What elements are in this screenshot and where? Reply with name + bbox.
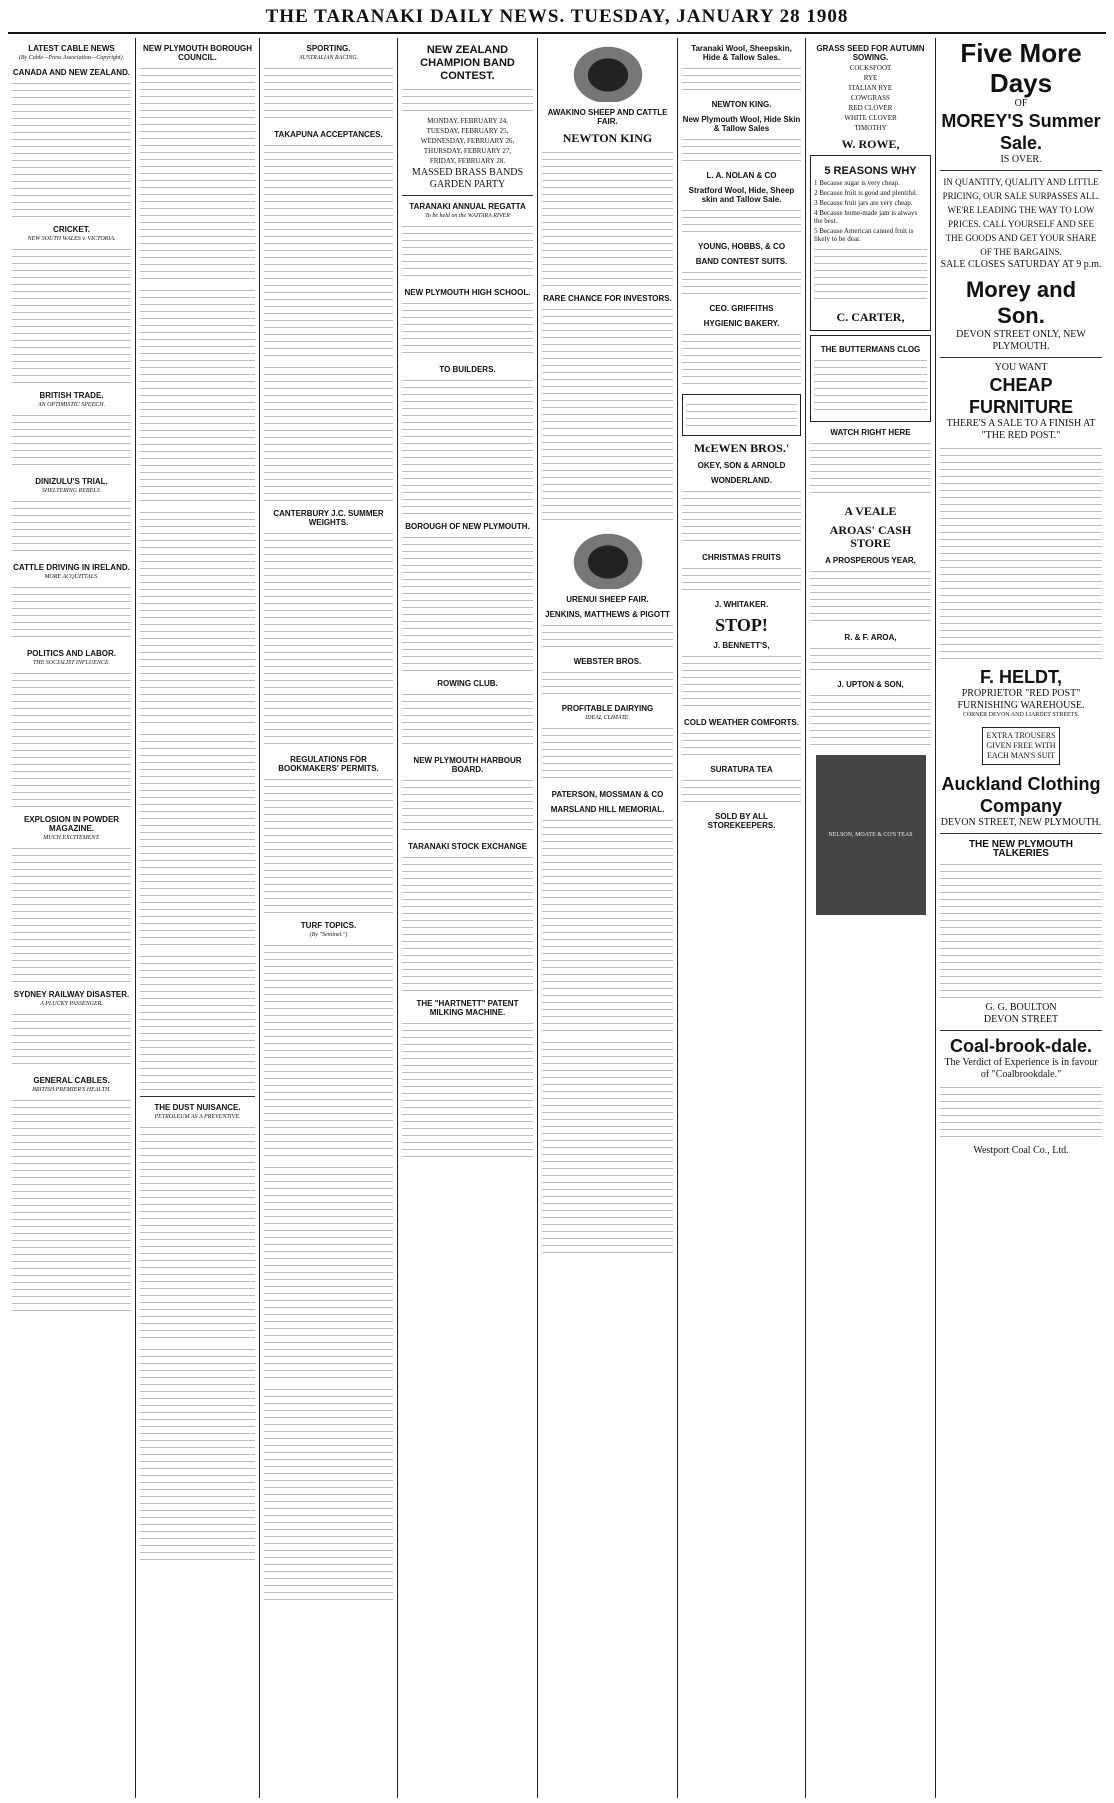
paterson-heading: PATERSON, MOSSMAN & CO — [551, 790, 664, 799]
turf-topics-heading: TURF TOPICS. — [300, 921, 357, 930]
investors-heading: RARE CHANCE FOR INVESTORS. — [543, 294, 672, 303]
article-text — [264, 363, 393, 503]
column-7 — [806, 38, 936, 1798]
stratford-wool-heading: Stratford Wool, Hide, Sheep skin and Tallow Sale. — [688, 186, 795, 204]
politics-heading: POLITICS AND LABOR. — [26, 649, 117, 658]
bookmakers-heading: REGULATIONS FOR BOOKMAKERS' PERMITS. — [278, 755, 379, 773]
moreys-summer-sale: MOREY'S Summer Sale. — [941, 111, 1101, 153]
article-text — [264, 1385, 393, 1605]
wool-sales-heading: Taranaki Wool, Sheepskin, Hide & Tallow Sales. — [691, 44, 792, 62]
divider — [402, 195, 533, 196]
article-text — [940, 444, 1102, 664]
dust-nuisance-sub: PETROLEUM AS A PREVENTIVE. — [154, 1114, 241, 1120]
red-post-sale: THERE'S A SALE TO A FINISH AT "THE RED POST." — [946, 418, 1096, 441]
sale-close: SALE CLOSES SATURDAY AT 9 p.m. — [940, 259, 1102, 270]
article-text — [542, 816, 673, 1036]
band-suits-heading: BAND CONTEST SUITS. — [695, 257, 788, 266]
article-text — [810, 691, 931, 751]
morey-address: DEVON STREET ONLY, NEW PLYMOUTH. — [956, 329, 1086, 352]
column-1 — [8, 38, 136, 1798]
seed-item: ITALIAN RYE — [848, 84, 893, 92]
divider — [140, 1096, 255, 1097]
memorial-heading: MARSLAND HILL MEMORIAL. — [550, 805, 665, 814]
sporting-heading: SPORTING. — [306, 44, 351, 53]
trousers-box — [982, 727, 1060, 765]
divider — [940, 1030, 1102, 1031]
article-text — [12, 583, 131, 643]
urenui-heading: URENUI SHEEP FAIR. — [566, 595, 649, 604]
article-text — [810, 644, 931, 674]
contest-day: WEDNESDAY, FEBRUARY 26, — [420, 137, 515, 145]
milking-machine-heading: THE "HARTNETT" PATENT MILKING MACHINE. — [416, 999, 519, 1017]
canterbury-heading: CANTERBURY J.C. SUMMER WEIGHTS. — [273, 509, 384, 527]
article-text — [940, 860, 1102, 1000]
article-text — [264, 1163, 393, 1383]
washing-box — [682, 394, 801, 436]
coalbrookdale: Coal-brook-dale. — [949, 1036, 1092, 1056]
nolan-heading: L. A. NOLAN & CO — [706, 171, 777, 180]
general-cables-heading: GENERAL CABLES. — [33, 1076, 110, 1085]
column-4 — [398, 38, 538, 1798]
article-text — [140, 64, 255, 284]
seed-item: TIMOTHY — [854, 124, 887, 132]
article-text — [12, 1010, 131, 1070]
harbour-board-heading: NEW PLYMOUTH HARBOUR BOARD. — [413, 756, 522, 774]
cheap-furniture: CHEAP FURNITURE — [969, 375, 1073, 417]
reasons-box — [810, 155, 931, 331]
contest-day: TUESDAY, FEBRUARY 25, — [426, 127, 509, 135]
article-text — [940, 1083, 1102, 1143]
newton-king-small: NEWTON KING. — [711, 100, 772, 109]
cold-weather-heading: COLD WEATHER COMFORTS. — [684, 718, 799, 727]
five-more-days: Five More Days — [960, 38, 1082, 98]
storekeepers-line: SOLD BY ALL STOREKEEPERS. — [707, 812, 776, 830]
bakery-heading: HYGIENIC BAKERY. — [703, 319, 780, 328]
watch-heading: WATCH RIGHT HERE — [830, 428, 911, 437]
canada-heading: CANADA AND NEW ZEALAND. — [12, 68, 131, 77]
seed-item: RED CLOVER — [848, 104, 893, 112]
seed-item: COWGRASS — [851, 94, 890, 102]
article-text — [402, 533, 533, 673]
article-text — [140, 508, 255, 728]
dinizulu-sub: SHELTERING REBELS. — [41, 488, 102, 494]
article-text — [264, 529, 393, 749]
article-text — [12, 844, 131, 984]
heldt-heading: F. HELDT, — [979, 667, 1062, 687]
article-text — [402, 690, 533, 750]
borough-council-heading: NEW PLYMOUTH BOROUGH COUNCIL. — [142, 44, 253, 62]
divider — [940, 170, 1102, 171]
article-text — [682, 64, 801, 94]
article-text — [140, 1345, 255, 1565]
dairying-sub: IDEAL CLIMATE. — [585, 715, 630, 721]
column-2 — [136, 38, 260, 1798]
column-8 — [936, 38, 1106, 1798]
article-text — [12, 245, 131, 385]
article-text — [12, 669, 131, 809]
stock-table — [402, 853, 533, 993]
reason-item: 3 Because fruit jars are very cheap. — [814, 199, 913, 207]
column-5 — [538, 38, 678, 1798]
article-text — [140, 286, 255, 506]
clog-box — [810, 335, 931, 422]
article-text — [264, 141, 393, 361]
to-builders-heading: TO BUILDERS. — [439, 365, 496, 374]
reason-item: 5 Because American canned fruit is likely to be dear. — [814, 227, 914, 243]
wonderland-heading: WONDERLAND. — [711, 476, 772, 485]
article-text — [810, 439, 931, 499]
rowe-heading: W. ROWE, — [841, 137, 900, 151]
article-text — [12, 497, 131, 557]
article-text — [542, 305, 673, 525]
politics-sub: THE SOCIALIST INFLUENCE. — [32, 660, 111, 666]
jenkins-heading: JENKINS, MATTHEWS & PIGOTT — [545, 610, 670, 619]
divider — [940, 357, 1102, 358]
article-text — [140, 952, 255, 1092]
seed-item: RYE — [863, 74, 878, 82]
article-text — [264, 941, 393, 1161]
sheep-illustration — [568, 42, 648, 102]
aroas-heading: AROAS' CASH STORE — [829, 523, 912, 550]
trousers-text: EXTRA TROUSERS GIVEN FREE WITH EACH MAN'S SUIT — [986, 731, 1056, 760]
tea-tin-illustration — [816, 755, 926, 915]
article-text — [402, 1019, 533, 1159]
stop-heading: STOP! — [715, 615, 768, 635]
article-text — [682, 206, 801, 236]
contest-day: FRIDAY, FEBRUARY 28. — [429, 157, 506, 165]
article-text — [814, 245, 927, 305]
article-text — [542, 724, 673, 784]
column-3 — [260, 38, 398, 1798]
masthead: THE TARANAKI DAILY NEWS. TUESDAY, JANUARY 28 1908 — [8, 6, 1106, 34]
cattle-sub: MORE ACQUITTALS. — [44, 574, 99, 580]
webster-heading: WEBSTER BROS. — [573, 657, 642, 666]
seed-item: COCKSFOOT — [849, 64, 892, 72]
whitaker-heading: J. WHITAKER. — [714, 600, 769, 609]
british-trade-sub: AN OPTIMISTIC SPEECH. — [37, 402, 106, 408]
heldt-proprietor: PROPRIETOR "RED POST" FURNISHING WAREHOUSE. — [957, 688, 1085, 711]
dairying-heading: PROFITABLE DAIRYING — [561, 704, 654, 713]
british-trade-heading: BRITISH TRADE. — [39, 391, 104, 400]
suratura-heading: SURATURA TEA — [710, 765, 773, 774]
article-text — [682, 487, 801, 547]
tea-label: NELSON, MOATE & CO'S TEAS — [828, 831, 913, 838]
cable-news-heading: LATEST CABLE NEWS — [28, 44, 115, 53]
awakino-heading: AWAKINO SHEEP AND CATTLE FAIR. — [547, 108, 668, 126]
regatta-heading: TARANAKI ANNUAL REGATTA — [409, 202, 526, 211]
article-text — [12, 1096, 131, 1316]
upton-heading: J. UPTON & SON, — [837, 680, 904, 689]
article-text — [682, 564, 801, 594]
sporting-sub: AUSTRALIAN RACING. — [298, 55, 359, 61]
article-text — [682, 776, 801, 806]
devon-street: DEVON STREET — [983, 1014, 1059, 1025]
article-text — [682, 652, 801, 712]
article-text — [682, 135, 801, 165]
railway-heading: SYDNEY RAILWAY DISASTER. — [13, 990, 130, 999]
article-text — [682, 330, 801, 390]
article-text — [264, 64, 393, 124]
article-text — [402, 222, 533, 282]
borough-heading: BOROUGH OF NEW PLYMOUTH. — [405, 522, 530, 531]
rowing-heading: ROWING CLUB. — [437, 679, 498, 688]
reasons-heading: 5 REASONS WHY — [824, 165, 917, 177]
article-text — [542, 621, 673, 651]
auckland-address: DEVON STREET, NEW PLYMOUTH. — [940, 817, 1102, 828]
you-want: YOU WANT — [994, 362, 1048, 373]
article-text — [402, 85, 533, 115]
young-hobbs-heading: YOUNG, HOBBS, & CO — [697, 242, 786, 251]
columns — [8, 38, 1106, 1798]
auckland-clothing: Auckland Clothing Company — [941, 774, 1101, 816]
newton-king-heading: NEWTON KING — [562, 131, 653, 145]
heldt-address: CORNER DEVON AND LIARDET STREETS. — [962, 712, 1080, 718]
article-text — [686, 400, 797, 430]
massed-bands: MASSED BRASS BANDS — [411, 167, 524, 178]
article-text — [264, 775, 393, 915]
carter-heading: C. CARTER, — [836, 310, 905, 324]
verdict: The Verdict of Experience is in favour of "Coalbrookdale." — [944, 1057, 1098, 1080]
np-wool-heading: New Plymouth Wool, Hide Skin & Tallow Sales — [682, 115, 801, 133]
westport-coal: Westport Coal Co., Ltd. — [973, 1145, 1069, 1156]
bennett-heading: J. BENNETT'S, — [713, 641, 770, 650]
mcewen-heading: McEWEN BROS.' — [693, 441, 790, 455]
sale-pitch: IN QUANTITY, QUALITY AND LITTLE PRICING, OUR SALE SURPASSES ALL. WE'RE LEADING THE WAY TO LOW PRICES. CALL YOURSELF AND SEE THE GOODS AND GET YOUR SHARE OF THE BARGAINS. — [942, 177, 1100, 257]
article-text — [542, 1038, 673, 1258]
reason-item: 4 Because home-made jam is always the best. — [814, 209, 918, 225]
veale-heading: A VEALE — [844, 504, 897, 518]
article-text — [682, 268, 801, 298]
article-text — [542, 148, 673, 288]
article-text — [12, 411, 131, 471]
dinizulu-heading: DINIZULU'S TRIAL. — [35, 477, 108, 486]
high-school-heading: NEW PLYMOUTH HIGH SCHOOL. — [404, 288, 531, 297]
contest-day: THURSDAY, FEBRUARY 27, — [423, 147, 512, 155]
clog-heading: THE BUTTERMANS CLOG — [820, 345, 921, 354]
okey-heading: OKEY, SON & ARNOLD — [697, 461, 786, 470]
boulton-name: G. G. BOULTON — [985, 1002, 1057, 1013]
christmas-fruits-heading: CHRISTMAS FRUITS — [702, 553, 781, 562]
cable-news-sub: (By Cable—Press Association—Copyright). — [18, 55, 125, 61]
turf-topics-sub: (By "Sentinel.") — [309, 932, 348, 938]
explosion-sub: MUCH EXCITEMENT. — [43, 835, 100, 841]
reason-item: 1 Because sugar is very cheap. — [814, 179, 900, 187]
article-text — [402, 299, 533, 359]
reason-item: 2 Because fruit is good and plentiful. — [814, 189, 918, 197]
contest-day: MONDAY, FEBRUARY 24, — [427, 117, 508, 125]
railway-sub: A PLUCKY PASSENGER. — [40, 1001, 103, 1007]
grass-seed-heading: GRASS SEED FOR AUTUMN SOWING. — [816, 44, 925, 62]
griffiths-heading: CEO. GRIFFITHS — [709, 304, 774, 313]
seed-item: WHITE CLOVER — [844, 114, 897, 122]
article-text — [814, 356, 927, 416]
article-text — [402, 776, 533, 836]
article-text — [12, 79, 131, 219]
cattle-heading: CATTLE DRIVING IN IRELAND. — [13, 563, 130, 572]
morey-and-son: Morey and Son. — [965, 277, 1077, 328]
general-cables-sub: BRITISH PREMIER'S HEALTH. — [32, 1087, 111, 1093]
prosperous-heading: A PROSPEROUS YEAR, — [825, 556, 916, 565]
article-text — [140, 730, 255, 950]
garden-party: GARDEN PARTY — [429, 179, 506, 190]
article-text — [542, 668, 673, 698]
aroa-heading: R. & F. AROA, — [844, 633, 897, 642]
stock-exchange-heading: TARANAKI STOCK EXCHANGE — [408, 842, 527, 851]
sheep-illustration — [568, 529, 648, 589]
explosion-heading: EXPLOSION IN POWDER MAGAZINE. — [23, 815, 120, 833]
regatta-sub: To be held on the WAITARA RIVER — [425, 213, 510, 219]
takapuna-heading: TAKAPUNA ACCEPTANCES. — [274, 130, 383, 139]
cricket-sub: NEW SOUTH WALES v. VICTORIA. — [27, 236, 116, 242]
band-contest-heading: NEW ZEALAND CHAMPION BAND CONTEST. — [420, 44, 515, 82]
of-word: OF — [1014, 98, 1028, 109]
cricket-heading: CRICKET. — [53, 225, 90, 234]
dust-nuisance-heading: THE DUST NUISANCE. — [154, 1103, 241, 1112]
article-text — [402, 376, 533, 516]
divider — [940, 833, 1102, 834]
article-text — [140, 1123, 255, 1343]
is-over: IS OVER. — [1000, 154, 1042, 165]
article-text — [810, 567, 931, 627]
article-text — [682, 729, 801, 759]
column-6 — [678, 38, 806, 1798]
talkeries-heading: THE NEW PLYMOUTH TALKERIES — [968, 839, 1074, 859]
